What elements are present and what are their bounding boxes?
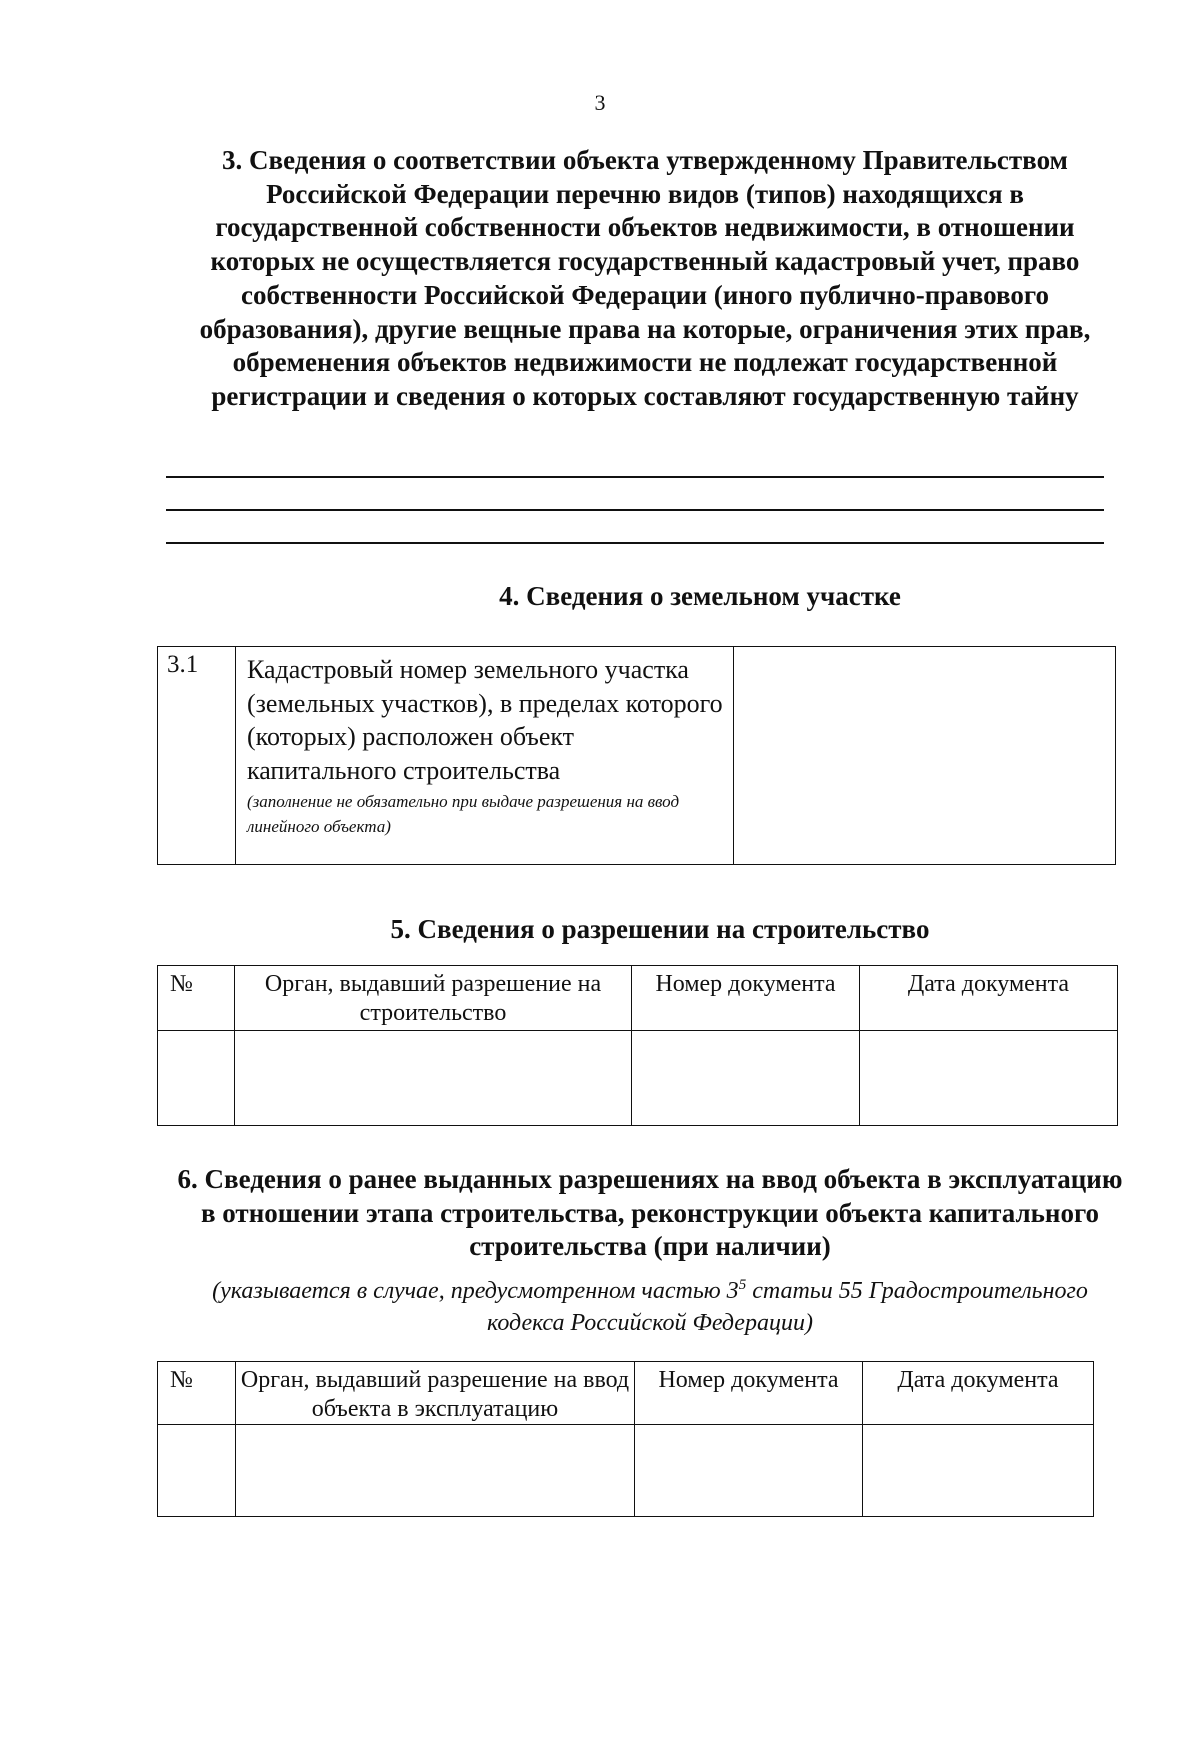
cadastral-number-value[interactable]: [734, 647, 1116, 865]
cell-document-date[interactable]: [863, 1425, 1094, 1517]
section-6-title: 6. Сведения о ранее выданных разрешениях на ввод объекта в эксплуатацию в отношении этапа строительства, реконструкции объекта капитального строительства (при наличии): [177, 1164, 1123, 1261]
table-header-row: [158, 1362, 1094, 1425]
column-header-document-date: Дата документа: [863, 1362, 1094, 1425]
section-4-title: 4. Сведения о земельном участке: [499, 581, 901, 611]
table-row: [158, 1425, 1094, 1517]
column-header-issuing-authority: Орган, выдавший разрешение на строительство: [235, 966, 632, 1031]
column-header-document-date: Дата документа: [860, 966, 1118, 1031]
cell-document-number[interactable]: [635, 1425, 863, 1517]
land-plot-table: [157, 646, 1116, 865]
fill-in-line-2: [166, 509, 1104, 511]
cadastral-number-label: [236, 647, 734, 865]
column-header-number: №: [158, 966, 235, 1031]
column-header-issuing-authority: Орган, выдавший разрешение на ввод объекта в эксплуатацию: [236, 1362, 635, 1425]
previous-commissioning-permits-table: [157, 1361, 1094, 1517]
section-6-note: [200, 1269, 1100, 1339]
cell-document-date[interactable]: [860, 1031, 1118, 1126]
construction-permit-table: [157, 965, 1118, 1126]
column-header-document-number: Номер документа: [635, 1362, 863, 1425]
section-6-note-superscript: 5: [738, 1277, 747, 1293]
page-number: 3: [594, 90, 606, 115]
table-header-row: [158, 966, 1118, 1031]
section-5-title: 5. Сведения о разрешении на строительство: [390, 914, 930, 944]
column-header-document-number: Номер документа: [632, 966, 860, 1031]
table-row: [158, 1031, 1118, 1126]
fill-in-line-3: [166, 542, 1104, 544]
cadastral-number-label-text: Кадастровый номер земельного участка (земельных участков), в пределах которого (которых) расположен объект капитального строительства: [247, 655, 723, 785]
column-header-number: №: [158, 1362, 236, 1425]
cadastral-number-hint: (заполнение не обязательно при выдаче разрешения на ввод линейного объекта): [247, 792, 680, 836]
cell-number[interactable]: [158, 1031, 235, 1126]
fill-in-line-1: [166, 476, 1104, 478]
cell-issuing-authority[interactable]: [235, 1031, 632, 1126]
cell-document-number[interactable]: [632, 1031, 860, 1126]
section-6-note-part-1: (указывается в случае, предусмотренном частью 3: [212, 1278, 739, 1304]
section-3-title: 3. Сведения о соответствии объекта утвержденному Правительством Российской Федерации перечню видов (типов) находящихся в государственной собственности объектов недвижимости, в отношении которых не осуществляется государственный кадастровый учет, право собственности Российской Федерации (иного публично-правового образования), другие вещные права на которые, ограничения этих прав, обременения объектов недвижимости не подлежат государственной регистрации и сведения о которых составляют государственную тайну: [199, 145, 1091, 411]
cell-issuing-authority[interactable]: [236, 1425, 635, 1517]
section-6-note-part-2: статьи 55 Градостроительного кодекса Российской Федерации): [487, 1278, 1088, 1336]
row-number: 3.1: [158, 647, 236, 865]
table-row: [158, 647, 1116, 865]
cell-number[interactable]: [158, 1425, 236, 1517]
